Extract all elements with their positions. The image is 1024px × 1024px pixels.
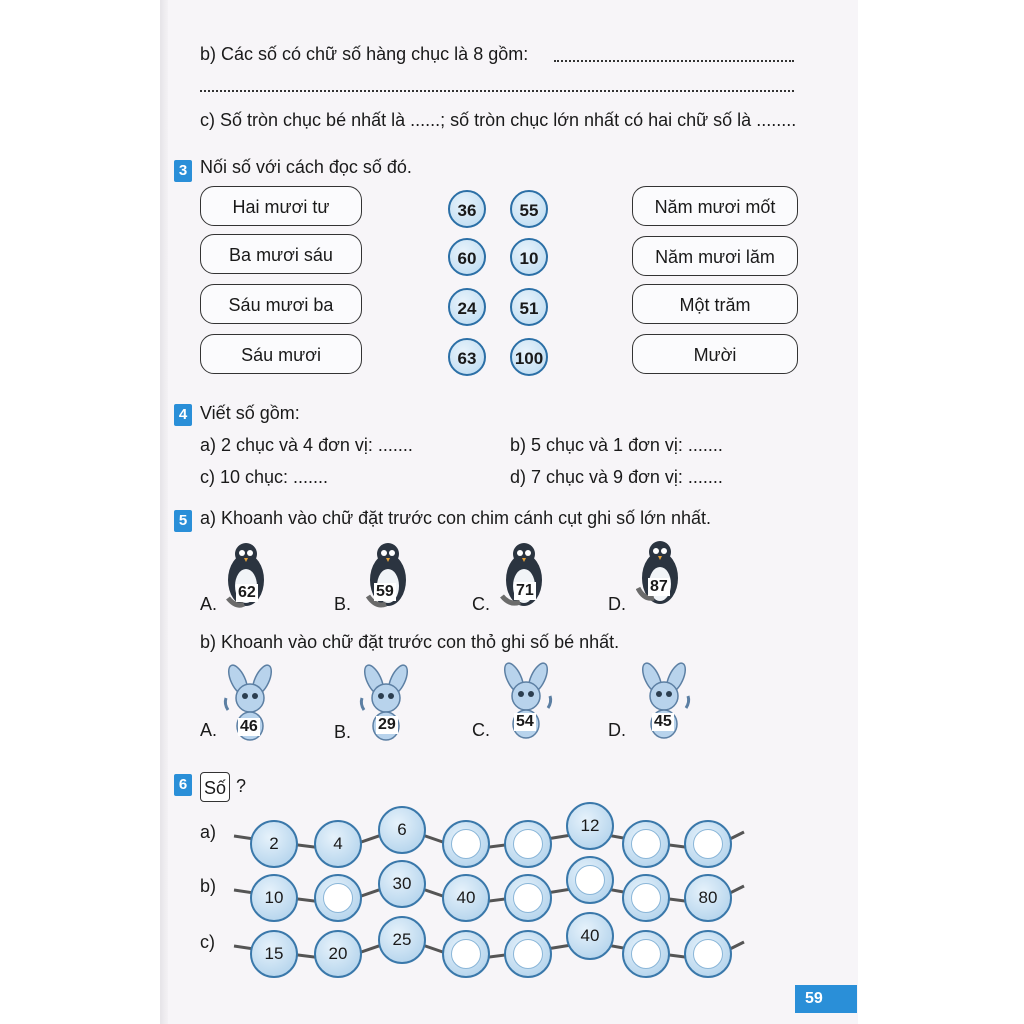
number-circle[interactable]: 100 bbox=[510, 338, 548, 376]
rabbit-number: 54 bbox=[516, 713, 534, 730]
page-number: 59 bbox=[795, 985, 857, 1013]
number-circle[interactable]: 51 bbox=[510, 288, 548, 326]
number-ring: 10 bbox=[250, 874, 298, 922]
reading-card[interactable]: Năm mươi lăm bbox=[632, 236, 798, 276]
empty-answer-ring[interactable] bbox=[504, 820, 552, 868]
question-mark: ? bbox=[236, 776, 247, 796]
reading-card[interactable]: Ba mươi sáu bbox=[200, 234, 362, 274]
number-ring: 4 bbox=[314, 820, 362, 868]
number-circle[interactable]: 63 bbox=[448, 338, 486, 376]
option-letter[interactable]: B. bbox=[334, 594, 352, 614]
question-b: b) 5 chục và 1 đơn vị: ....... bbox=[510, 435, 723, 455]
number-ring: 20 bbox=[314, 930, 362, 978]
number-box-label: Số bbox=[200, 772, 230, 802]
option-letter[interactable]: A. bbox=[200, 720, 218, 740]
reading-card[interactable]: Một trăm bbox=[632, 284, 798, 324]
penguin-number: 87 bbox=[650, 578, 668, 595]
option-letter[interactable]: C. bbox=[472, 720, 490, 740]
exercise-number-badge: 4 bbox=[174, 404, 192, 426]
option-letter[interactable]: D. bbox=[608, 720, 626, 740]
sec2-c-right: số tròn chục lớn nhất có hai chữ số là bbox=[450, 110, 752, 130]
question-a: a) 2 chục và 4 đơn vị: ....... bbox=[200, 435, 413, 455]
exercise-title: Viết số gồm: bbox=[200, 403, 300, 423]
row-label: a) bbox=[200, 822, 217, 842]
number-ring: 15 bbox=[250, 930, 298, 978]
empty-answer-ring[interactable] bbox=[442, 930, 490, 978]
empty-answer-ring[interactable] bbox=[504, 930, 552, 978]
empty-answer-ring[interactable] bbox=[314, 874, 362, 922]
question-c: c) 10 chục: ....... bbox=[200, 467, 329, 487]
empty-answer-ring[interactable] bbox=[442, 820, 490, 868]
rabbit-number: 46 bbox=[240, 718, 258, 735]
number-ring: 30 bbox=[378, 860, 426, 908]
empty-answer-ring[interactable] bbox=[504, 874, 552, 922]
number-circle[interactable]: 36 bbox=[448, 190, 486, 228]
row-label: c) bbox=[200, 932, 215, 952]
number-circle[interactable]: 24 bbox=[448, 288, 486, 326]
number-ring: 12 bbox=[566, 802, 614, 850]
empty-answer-ring[interactable] bbox=[622, 874, 670, 922]
number-ring: 40 bbox=[566, 912, 614, 960]
sec2-b-text: b) Các số có chữ số hàng chục là 8 gồm: bbox=[200, 44, 529, 64]
reading-card[interactable]: Sáu mươi bbox=[200, 334, 362, 374]
exercise-title: Nối số với cách đọc số đó. bbox=[200, 157, 412, 177]
penguin-number: 62 bbox=[238, 584, 256, 601]
question-d: d) 7 chục và 9 đơn vị: ....... bbox=[510, 467, 723, 487]
empty-answer-ring[interactable] bbox=[566, 856, 614, 904]
penguin-number: 71 bbox=[516, 582, 534, 599]
exercise-number-badge: 5 bbox=[174, 510, 192, 532]
number-ring: 80 bbox=[684, 874, 732, 922]
exercise-number-badge: 6 bbox=[174, 774, 192, 796]
number-circle[interactable]: 10 bbox=[510, 238, 548, 276]
option-letter[interactable]: C. bbox=[472, 594, 490, 614]
row-label: b) bbox=[200, 876, 217, 896]
rabbit-number: 29 bbox=[378, 716, 396, 733]
reading-card[interactable]: Năm mươi mốt bbox=[632, 186, 798, 226]
sec2-c-left: c) Số tròn chục bé nhất là bbox=[200, 110, 406, 130]
empty-answer-ring[interactable] bbox=[622, 930, 670, 978]
option-letter[interactable]: B. bbox=[334, 722, 352, 742]
number-ring: 6 bbox=[378, 806, 426, 854]
number-circle[interactable]: 60 bbox=[448, 238, 486, 276]
exercise-instruction-b: b) Khoanh vào chữ đặt trước con thỏ ghi số bé nhất. bbox=[200, 632, 620, 652]
number-ring: 25 bbox=[378, 916, 426, 964]
sec2-c-dots: ......; bbox=[410, 110, 446, 130]
empty-answer-ring[interactable] bbox=[622, 820, 670, 868]
number-circle[interactable]: 55 bbox=[510, 190, 548, 228]
exercise-number-badge: 3 bbox=[174, 160, 192, 182]
option-letter[interactable]: D. bbox=[608, 594, 626, 614]
empty-answer-ring[interactable] bbox=[684, 930, 732, 978]
number-ring: 2 bbox=[250, 820, 298, 868]
empty-answer-ring[interactable] bbox=[684, 820, 732, 868]
reading-card[interactable]: Hai mươi tư bbox=[200, 186, 362, 226]
exercise-instruction-a: a) Khoanh vào chữ đặt trước con chim cánh cụt ghi số lớn nhất. bbox=[200, 508, 711, 528]
option-letter[interactable]: A. bbox=[200, 594, 218, 614]
number-ring: 40 bbox=[442, 874, 490, 922]
penguin-number: 59 bbox=[376, 583, 394, 600]
reading-card[interactable]: Sáu mươi ba bbox=[200, 284, 362, 324]
sec2-c-dots: ........ bbox=[756, 110, 797, 130]
rabbit-number: 45 bbox=[654, 713, 672, 730]
reading-card[interactable]: Mười bbox=[632, 334, 798, 374]
